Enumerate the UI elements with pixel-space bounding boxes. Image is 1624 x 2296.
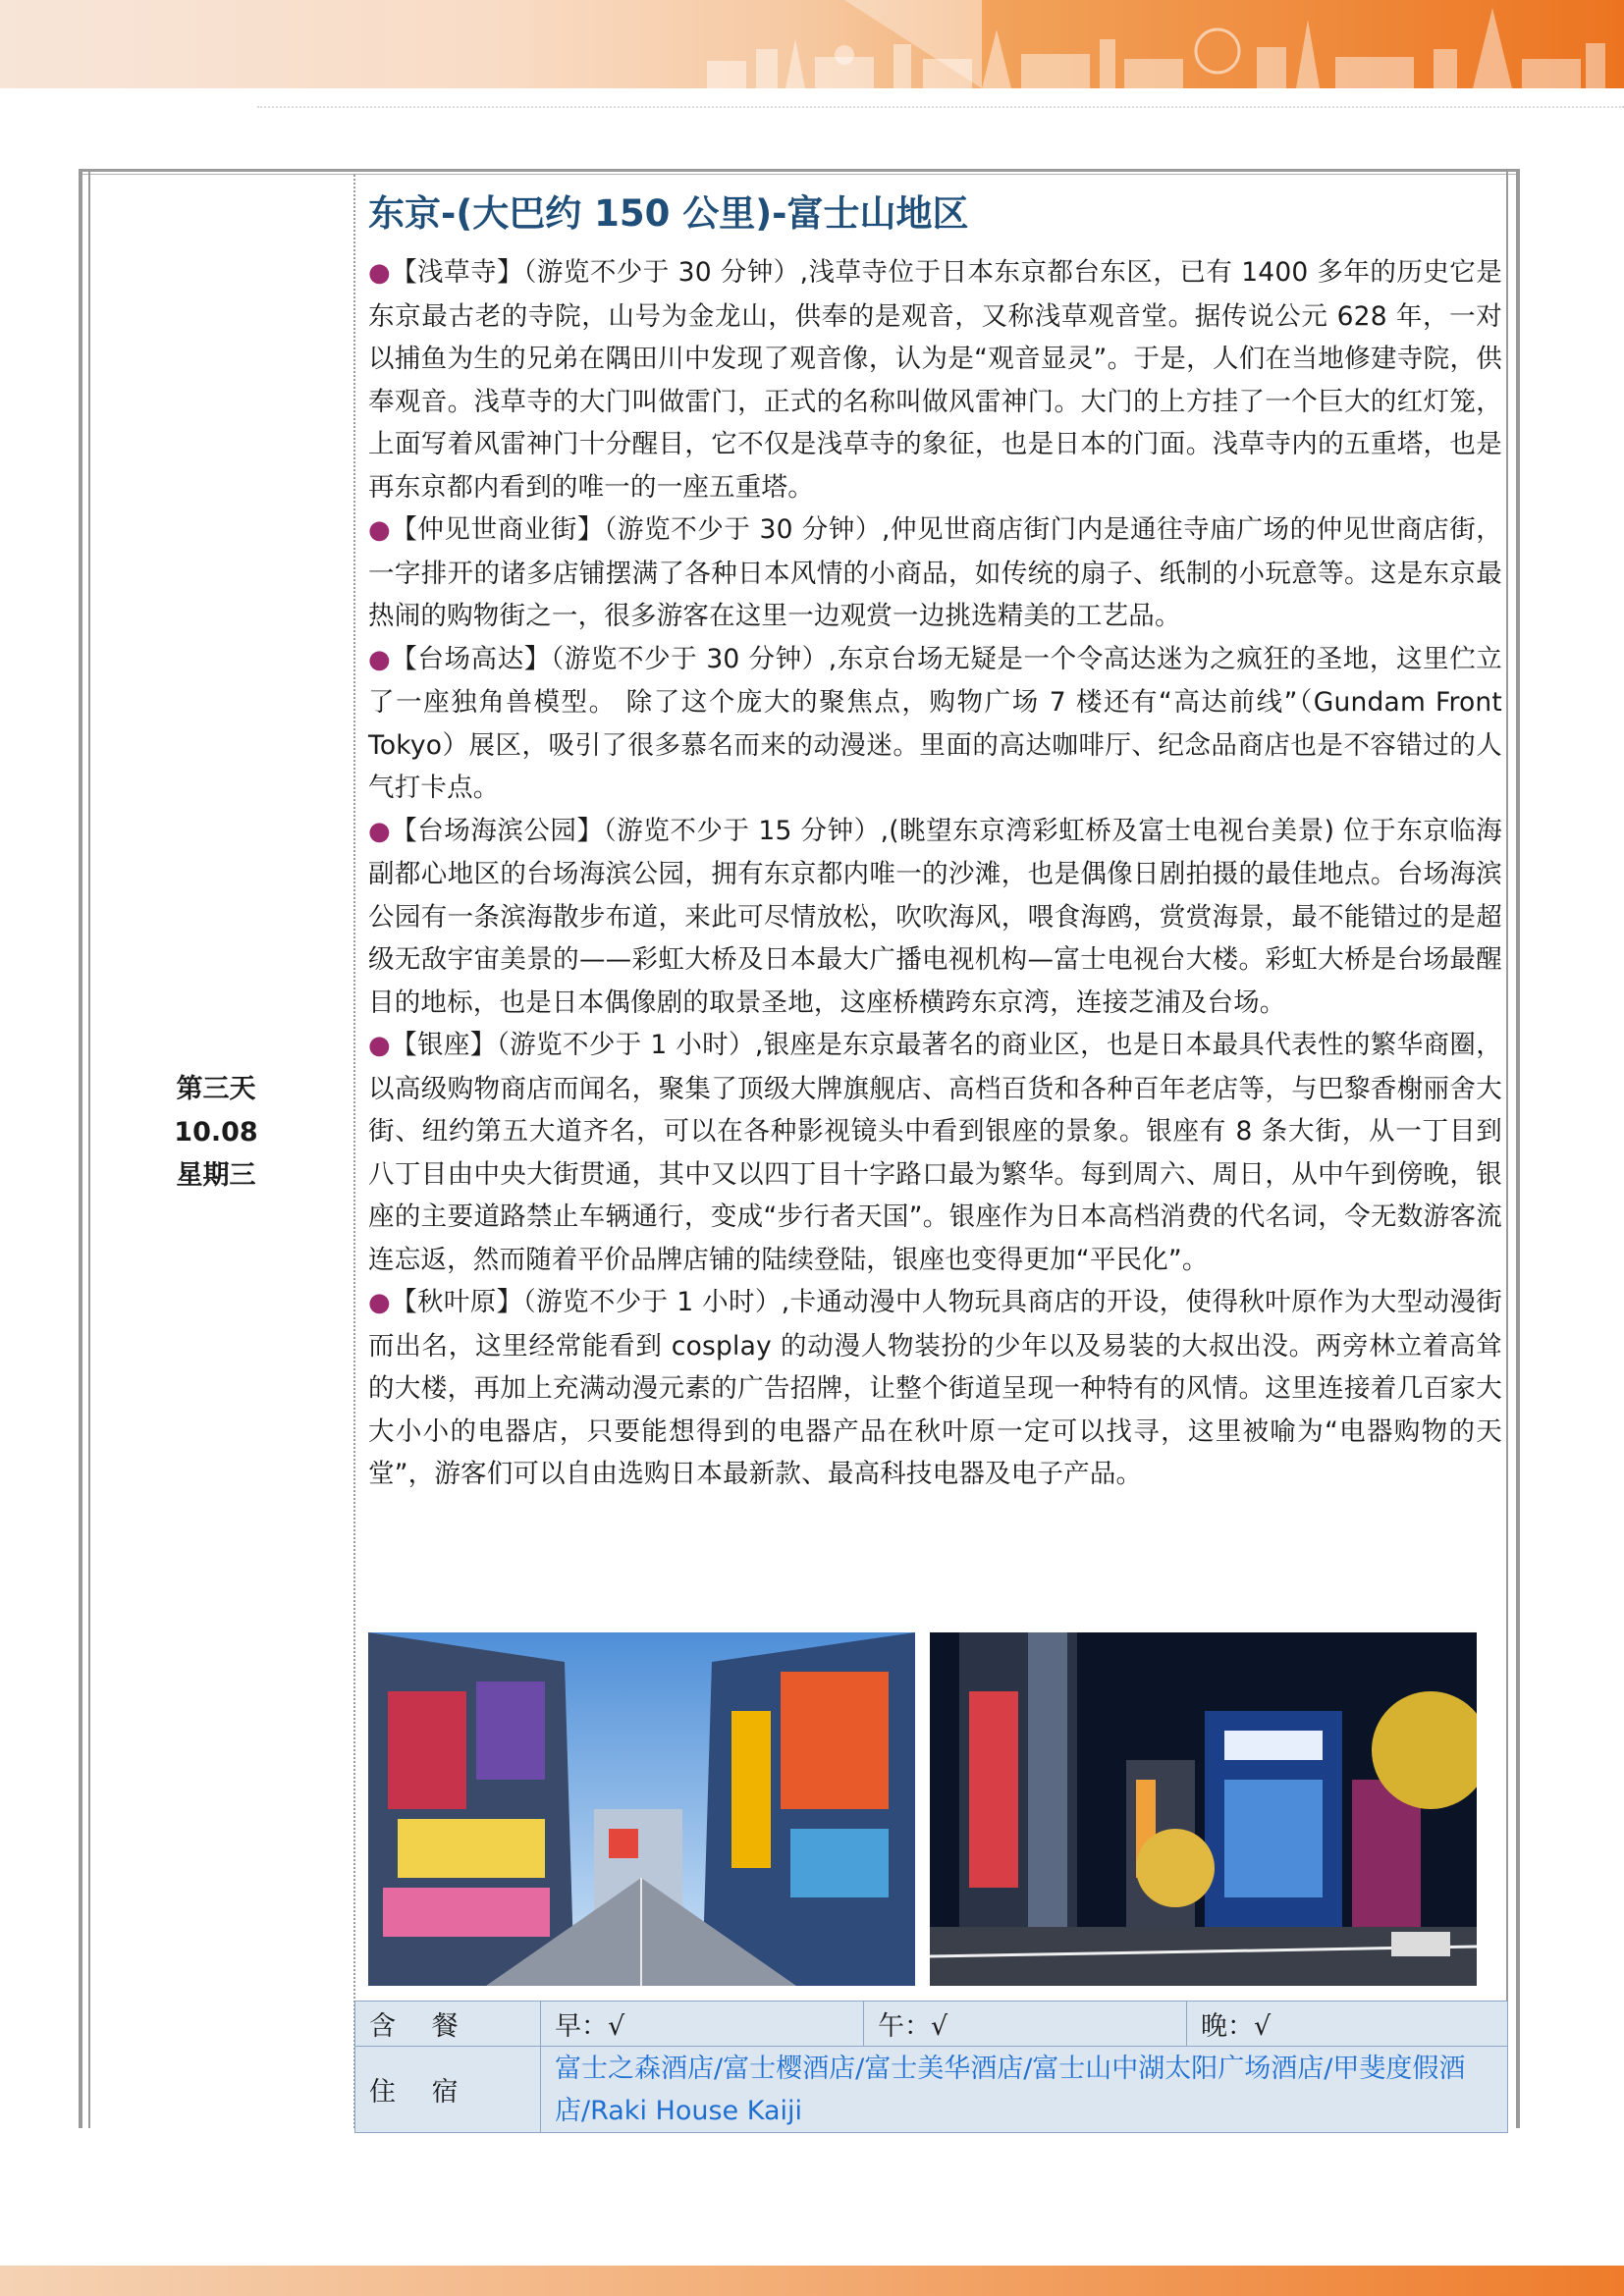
day-date: 10.08 (174, 1117, 258, 1148)
akihabara-night-photo (930, 1632, 1477, 1986)
akihabara-day-photo (368, 1632, 915, 1986)
attraction-description: （游览不少于 30 分钟）,浅草寺位于日本东京都台东区，已有 1400 多年的历史它是东京最古老的寺院，山号为金龙山，供奉的是观音，又称浅草观音堂。据传说公元 628 年，一对以捕鱼为生的兄弟在隅田川中发现了观音像，认为是“观音显灵”。于是，人们在当地修建寺院，供奉观音。浅草寺的大门叫做雷门，正式的名称叫做风雷神门。大门的上方挂了一个巨大的红灯笼，上面写着风雷神门十分醒目，它不仅是浅草寺的象征，也是日本的门面。浅草寺内的五重塔，也是再东京都内看到的唯一的一座五重塔。 (368, 257, 1502, 503)
meals-row (355, 2002, 1508, 2047)
day-weekday: 星期三 (176, 1160, 256, 1191)
attraction-description: （游览不少于 30 分钟）,仲见世商店街门内是通往寺庙广场的仲见世商店街，一字排开的诸多店铺摆满了各种日本风情的小商品，如传统的扇子、纸制的小玩意等。这是东京最热闹的购物街之一，很多游客在这里一边观赏一边挑选精美的工艺品。 (368, 514, 1503, 631)
attraction-name: 【银座】 (391, 1030, 497, 1060)
bullet-icon: ● (368, 258, 392, 288)
photo-row (368, 1632, 1478, 1986)
attraction-description: （游览不少于 1 小时）,卡通动漫中人物玩具商店的开设，使得秋叶原作为大型动漫街而出名，这里经常能看到 cosplay 的动漫人物装扮的少年以及易装的大叔出没。两旁林立着高耸的大楼，再加上充满动漫元素的广告招牌，让整个街道呈现一种特有的风情。这里连接着几百家大大小小的电器店，只要能想得到的电器产品在秋叶原一定可以找寻，这里被喻为“电器购物的天堂”，游客们可以自由选购日本最新款、最高科技电器及电子产品。 (368, 1287, 1502, 1489)
bullet-icon: ● (368, 816, 392, 846)
route-title: 东京-(大巴约 150 公里)-富士山地区 (368, 192, 969, 235)
attraction-name: 【浅草寺】 (391, 257, 524, 288)
lunch-cell: 午：√ (864, 2002, 1187, 2047)
bullet-icon: ● (368, 1288, 392, 1317)
bullet-icon: ● (368, 515, 392, 545)
footer-bar (0, 2266, 1624, 2296)
day-content (368, 185, 1502, 1496)
attraction-name: 【台场高达】 (391, 643, 551, 674)
day-number: 第三天 (176, 1074, 256, 1104)
hotel-label: 住 宿 (355, 2047, 541, 2133)
column-divider (353, 175, 355, 2128)
bullet-icon: ● (368, 644, 392, 674)
meals-hotel-table (354, 2001, 1508, 2133)
attraction-description: （游览不少于 30 分钟）,东京台场无疑是一个令高达迷为之疯狂的圣地，这里伫立了一座独角兽模型。 除了这个庞大的聚焦点，购物广场 7 楼还有“高达前线”（Gundam Front Tokyo）展区，吸引了很多慕名而来的动漫迷。里面的高达咖啡厅、纪念品商店也是不容错过的人气打卡点。 (368, 643, 1502, 803)
bullet-icon: ● (368, 1031, 392, 1060)
frame-right-border (1506, 169, 1520, 2128)
hotel-row (355, 2047, 1508, 2133)
dinner-cell: 晚：√ (1187, 2002, 1508, 2047)
attraction-item (368, 1024, 1502, 1281)
meals-label: 含 餐 (355, 2002, 541, 2047)
city-skyline-icon (687, 0, 1624, 88)
attraction-item (368, 638, 1502, 810)
attraction-name: 【秋叶原】 (391, 1287, 523, 1317)
hotel-list: 富士之森酒店/富士樱酒店/富士美华酒店/富士山中湖太阳广场酒店/甲斐度假酒店/Raki House Kaiji (541, 2047, 1508, 2133)
attraction-name: 【台场海滨公园】 (391, 815, 604, 846)
attraction-description: （游览不少于 15 分钟）,(眺望东京湾彩虹桥及富士电视台美景) 位于东京临海副都心地区的台场海滨公园，拥有东京都内唯一的沙滩，也是偶像日剧拍摄的最佳地点。台场海滨公园有一条滨海散步布道，来此可尽情放松，吹吹海风，喂食海鸥，赏赏海景，最不能错过的是超级无敌宇宙美景的——彩虹大桥及日本最大广播电视机构—富士电视台大楼。彩虹大桥是台场最醒目的地标，也是日本偶像剧的取景圣地，这座桥横跨东京湾，连接芝浦及台场。 (368, 815, 1502, 1018)
day-label (98, 1068, 334, 1198)
attraction-name: 【仲见世商业街】 (391, 514, 605, 545)
frame-left-border (79, 169, 90, 2128)
attraction-item (368, 508, 1502, 638)
header-banner (0, 0, 1624, 88)
attraction-item (368, 251, 1502, 508)
breakfast-cell: 早：√ (541, 2002, 864, 2047)
header-divider (257, 106, 1624, 108)
frame-top-border (79, 169, 1520, 175)
attraction-description: （游览不少于 1 小时）,银座是东京最著名的商业区，也是日本最具代表性的繁华商圈，以高级购物商店而闻名，聚集了顶级大牌旗舰店、高档百货和各种百年老店等，与巴黎香榭丽舍大街、纽约第五大道齐名，可以在各种影视镜头中看到银座的景象。银座有 8 条大街，从一丁目到八丁目由中央大街贯通，其中又以四丁目十字路口最为繁华。每到周六、周日，从中午到傍晚，银座的主要道路禁止车辆通行，变成“步行者天国”。银座作为日本高档消费的代名词，令无数游客流连忘返，然而随着平价品牌店铺的陆续登陆，银座也变得更加“平民化”。 (368, 1030, 1502, 1275)
attraction-item (368, 810, 1502, 1025)
attraction-item (368, 1281, 1502, 1496)
